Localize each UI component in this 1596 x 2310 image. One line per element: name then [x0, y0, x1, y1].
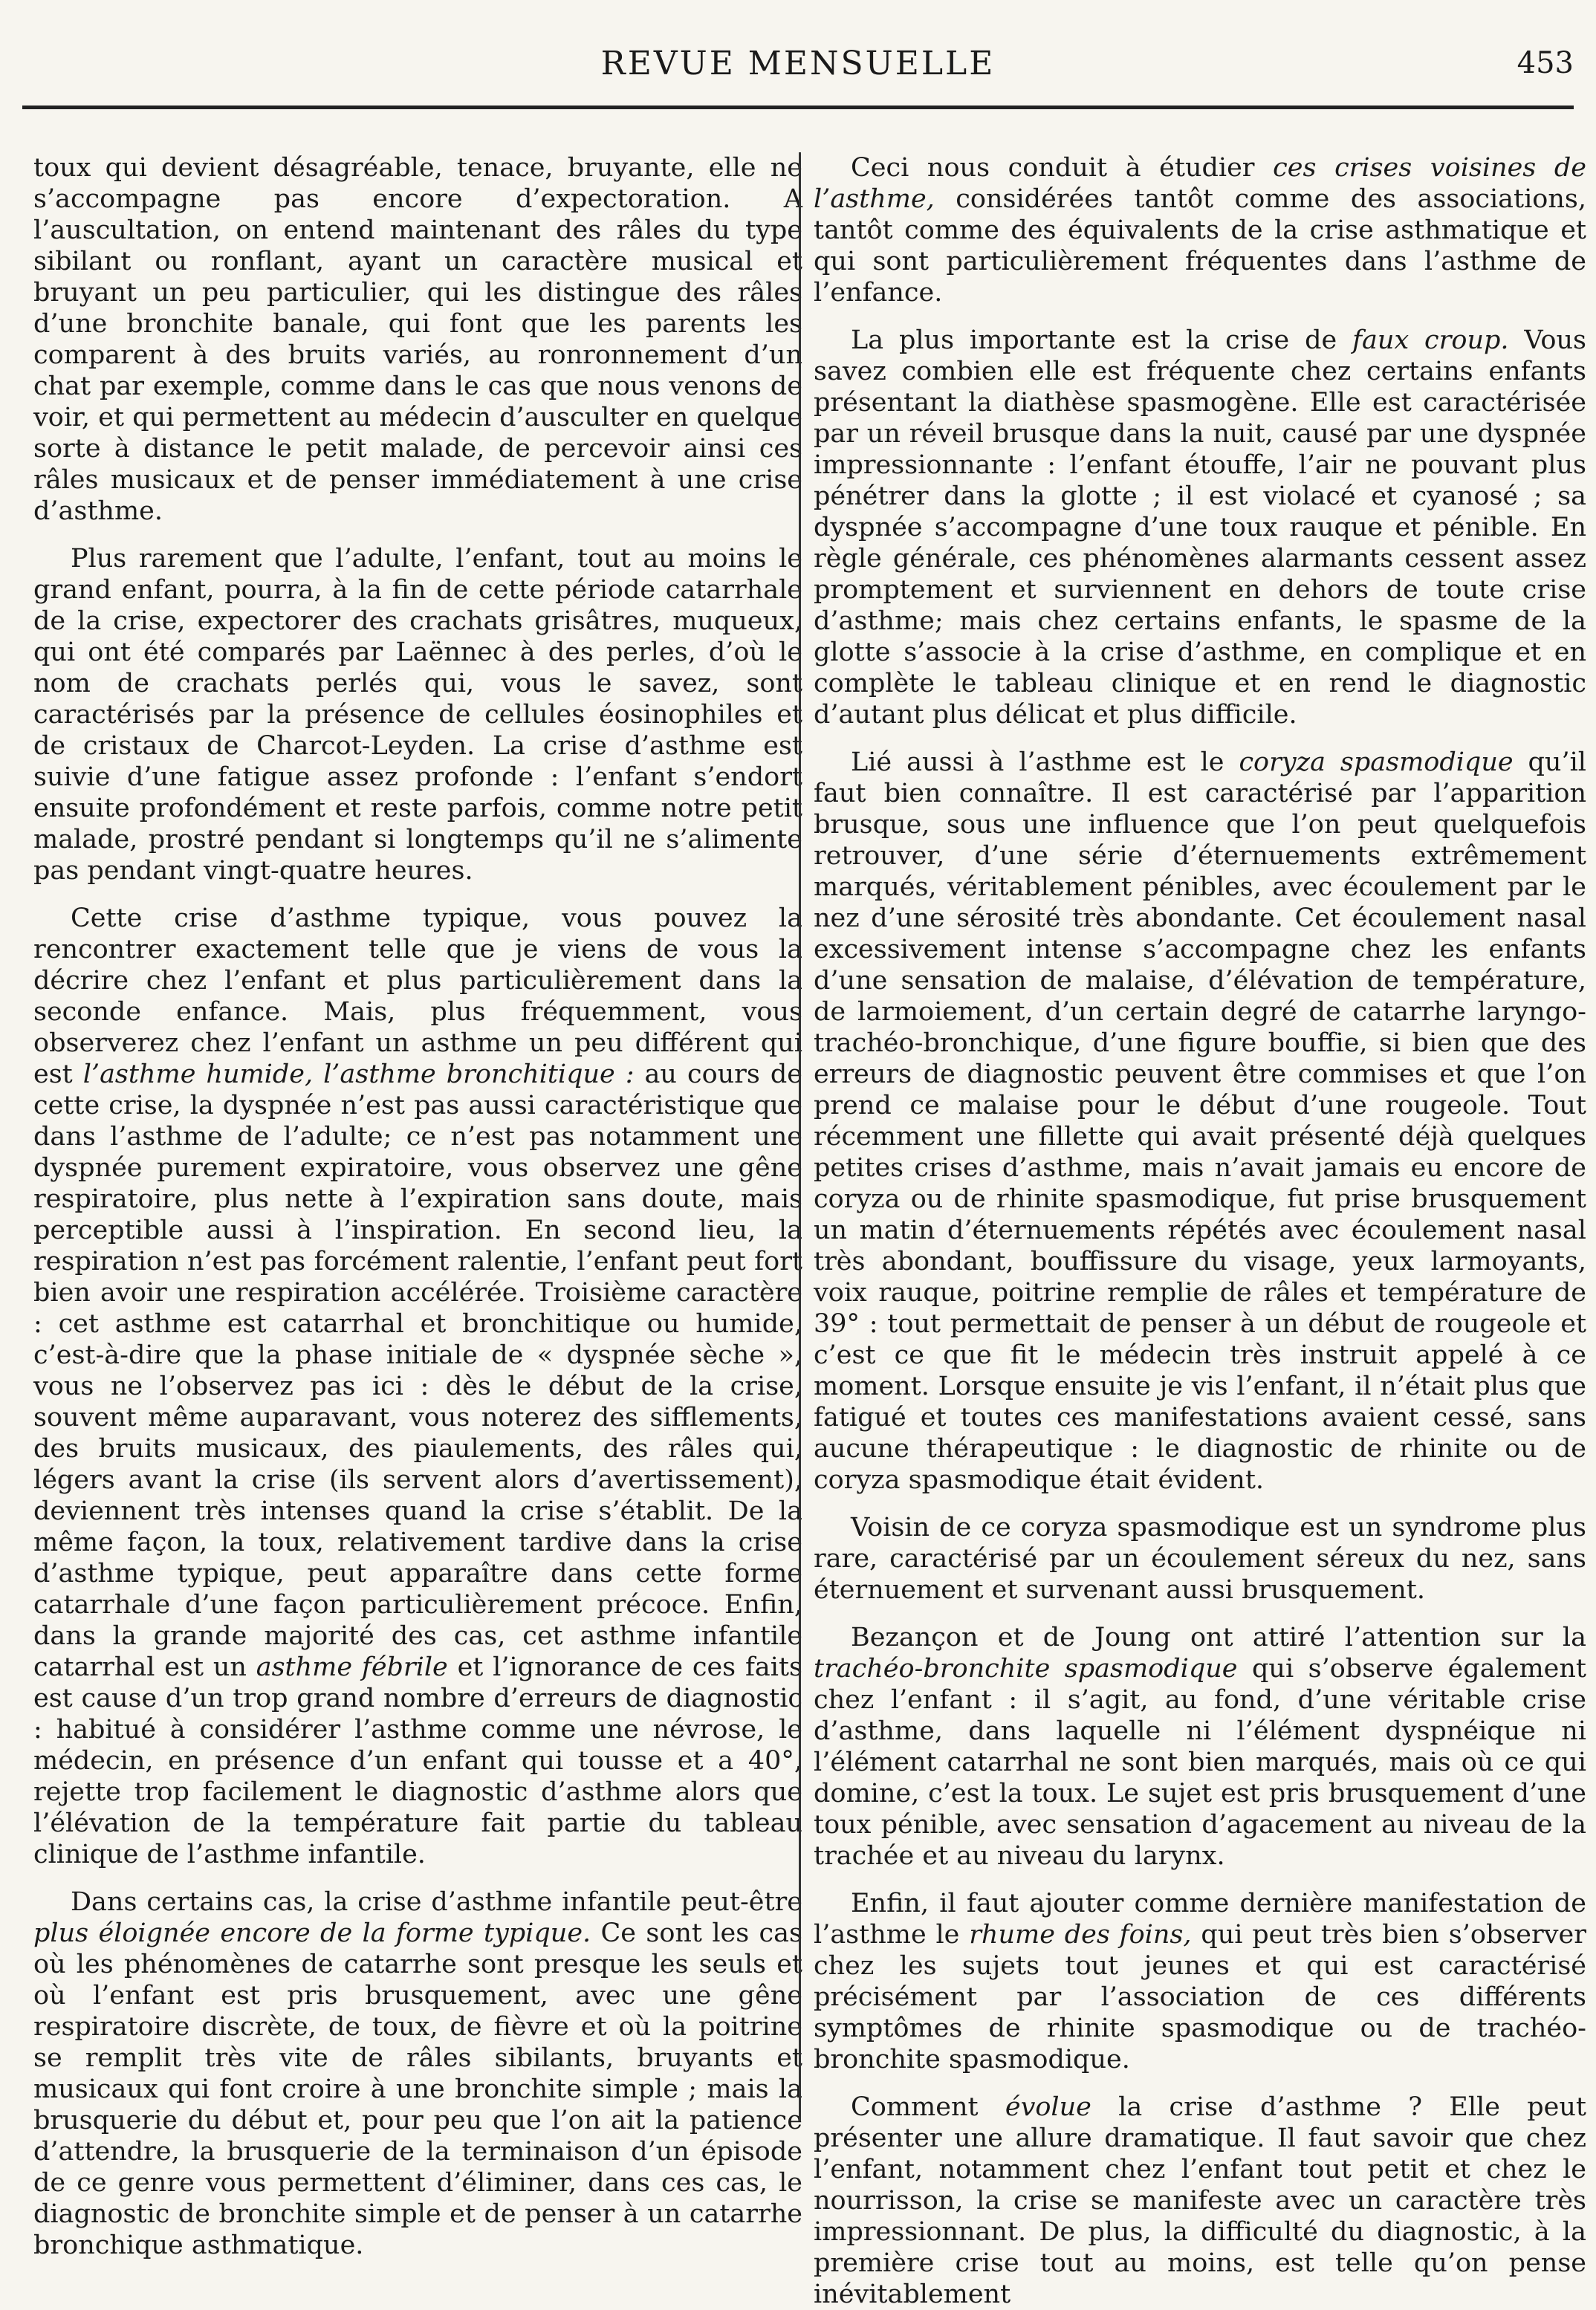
page-header [22, 37, 1574, 111]
text-run: Enfin, il faut ajouter comme dernière manifestation de l’asthme le [814, 1889, 1586, 1950]
italic-term: ces crises voisines de l’asthme, [814, 153, 1587, 214]
text-run: et l’ignorance de ces faits est cause d’un trop grand nombre d’erreurs de diagnostic : habitué à considérer l’asthme comme une névrose, le médecin, en présence d’un enfant qui tousse et a 40°, rejette trop facilement le diagnostic d’asthme alors que l’élévation de la température fait partie du tableau clinique de l’asthme infantile. [33, 1652, 802, 1869]
text-run: considérées tantôt comme des associations, tantôt comme des équivalents de la crise asthmatique et qui sont particulièrement fréquentes dans l’asthme de l’enfance. [814, 184, 1586, 308]
text-run: La plus importante est la crise de [851, 325, 1353, 355]
paragraph [814, 747, 1586, 1496]
paragraph [814, 325, 1586, 730]
text-run: la crise d’asthme ? Elle peut présenter une allure dramatique. Il faut savoir que chez l’enfant, notamment chez l’enfant tout petit et chez le nourrisson, la crise se manifeste avec un caractère très impressionnant. De plus, la difficulté du diagnostic, à la première crise tout au moins, est telle qu’on pense inévitablement [814, 2092, 1586, 2309]
text-run: Lié aussi à l’asthme est le [851, 747, 1239, 777]
paragraph [814, 152, 1586, 308]
italic-term: rhume des foins, [969, 1920, 1192, 1950]
column-rule [799, 152, 801, 2121]
right-column [814, 152, 1587, 2309]
left-column [33, 152, 802, 2260]
paragraph [814, 1888, 1586, 2075]
header-rule [22, 106, 1574, 109]
text-run: Vous savez combien elle est fréquente chez certains enfants présentant la diathèse spasmogène. Elle est caractérisée par un réveil brusque dans la nuit, causé par une dyspnée impressionnante : l’enfant étouffe, l’air ne pouvant plus pénétrer dans la glotte ; il est violacé et cyanosé ; sa dyspnée s’accompagne d’une toux rauque et pénible. En règle générale, ces phénomènes alarmants cessent assez promptement et surviennent en dehors de toute crise d’asthme; mais chez certains enfants, le spasme de la glotte s’associe à la crise d’asthme, en complique et en complète le tableau clinique et en rend le diagnostic d’autant plus délicat et plus difficile. [814, 325, 1586, 730]
text-run: Comment [851, 2092, 1005, 2122]
paragraph [33, 903, 802, 1870]
italic-term: coryza spasmodique [1239, 747, 1514, 777]
text-run: Ceci nous conduit à étudier [851, 153, 1274, 183]
paragraph [33, 1886, 802, 2261]
text-run: Ce sont les cas où les phénomènes de catarrhe sont presque les seuls et où l’enfant est pris brusquement, avec une gêne respiratoire discrète, de toux, de fièvre et où la poitrine se remplit très vite de râles sibilants, bruyants et musicaux qui font croire à une bronchite simple ; mais la brusquerie du début et, pour peu que l’on ait la patience d’attendre, la brusquerie de la terminaison d’un épisode de ce genre vous permettent d’éliminer, dans ces cas, le diagnostic de bronchite simple et de penser à un catarrhe bronchique asthmatique. [33, 1918, 802, 2260]
text-run: au cours de cette crise, la dyspnée n’est pas aussi caractéristique que dans l’asthme de l’adulte; ce n’est pas notamment une dyspnée purement expiratoire, vous observez une gêne respiratoire, plus nette à l’expiration sans doute, mais perceptible aussi à l’inspiration. En second lieu, la respiration n’est pas forcément ralentie, l’enfant peut fort bien avoir une respiration accélérée. Troisième caractère : cet asthme est catarrhal et bronchitique ou humide, c’est-à-dire que la phase initiale de « dyspnée sèche », vous ne l’observez pas ici : dès le début de la crise, souvent même auparavant, vous noterez des sifflements, des bruits musicaux, des piaulements, des râles qui, légers avant la crise (ils servent alors d’avertissement), deviennent très intenses quand la crise s’établit. De la même façon, la toux, relativement tardive dans la crise d’asthme typique, peut apparaître dans cette forme catarrhale d’une façon particulièrement précoce. Enfin, dans la grande majorité des cas, cet asthme infantile catarrhal est un [33, 1060, 802, 1682]
text-run: qu’il faut bien connaître. Il est caractérisé par l’apparition brusque, sous une influence que l’on peut quelquefois retrouver, d’une série d’éternuements extrêmement marqués, véritablement pénibles, avec écoulement par le nez d’une sérosité très abondante. Cet écoulement nasal excessivement intense s’accompagne chez les enfants d’une sensation de malaise, d’élévation de température, de larmoiement, d’un certain degré de catarrhe laryngo-trachéo-bronchique, d’une figure bouffie, si bien que des erreurs de diagnostic peuvent être commises et que l’on prend ce malaise pour le début d’une rougeole. Tout récemment une fillette qui avait présenté déjà quelques petites crises d’asthme, mais n’avait jamais eu encore de coryza ou de rhinite spasmodique, fut prise brusquement un matin d’éternuements répétés avec écoulement nasal très abondant, bouffissure du visage, yeux larmoyants, voix rauque, poitrine remplie de râles et température de 39° : tout permettait de penser à un début de rougeole et c’est ce que fit le médecin très instruit appelé à ce moment. Lorsque ensuite je vis l’enfant, il n’était plus que fatigué et toutes ces manifestations avaient cessé, sans aucune thérapeutique : le diagnostic de rhinite ou de coryza spasmodique était évident. [814, 747, 1586, 1495]
text-run: Cette crise d’asthme typique, vous pouvez la rencontrer exactement telle que je viens de vous la décrire chez l’enfant et plus particulièrement dans la seconde enfance. Mais, plus fréquemment, vous observerez chez l’enfant un asthme un peu différent qui est [33, 903, 802, 1089]
page-number: 453 [1516, 46, 1574, 80]
italic-term: plus éloignée encore de la forme typique. [33, 1918, 591, 1948]
italic-term: trachéo-bronchite spasmodique [814, 1654, 1238, 1684]
paragraph: Voisin de ce coryza spasmodique est un syndrome plus rare, caractérisé par un écoulement séreux du nez, sans éternuement et survenant aussi brusquement. [814, 1513, 1586, 1605]
text-run: Bezançon et de Joung ont attiré l’attention sur la [851, 1623, 1586, 1652]
text-run: qui peut très bien s’observer chez les sujets tout jeunes et qui est caractérisé précisément par l’association de ces différents symptômes de rhinite spasmodique ou de trachéo-bronchite spasmodique. [814, 1920, 1586, 2074]
paragraph [814, 1622, 1586, 1872]
italic-term: l’asthme humide, l’asthme bronchitique : [82, 1060, 635, 1089]
text-run: Dans certains cas, la crise d’asthme infantile peut-être [71, 1887, 802, 1917]
italic-term: faux croup. [1352, 325, 1509, 355]
paragraph: Plus rarement que l’adulte, l’enfant, tout au moins le grand enfant, pourra, à la fin de cette période catarrhale de la crise, expectorer des crachats grisâtres, muqueux, qui ont été comparés par Laënnec à des perles, d’où le nom de crachats perlés qui, vous le savez, sont caractérisés par la présence de cellules éosinophiles et de cristaux de Charcot-Leyden. La crise d’asthme est suivie d’une fatigue assez profonde : l’enfant s’endort ensuite profondément et reste parfois, comme notre petit malade, prostré pendant si longtemps qu’il ne s’alimente pas pendant vingt-quatre heures. [33, 544, 802, 886]
paragraph: toux qui devient désagréable, tenace, bruyante, elle ne s’accompagne pas encore d’expectoration. A l’auscultation, on entend maintenant des râles du type sibilant ou ronflant, ayant un caractère musical et bruyant un peu particulier, qui les distingue des râles d’une bronchite banale, qui font que les parents les comparent à des bruits variés, au ronronnement d’un chat par exemple, comme dans le cas que nous venons de voir, et qui permettent au médecin d’ausculter en quelque sorte à distance le petit malade, de percevoir ainsi ces râles musicaux et de penser immédiatement à une crise d’asthme. [33, 153, 802, 526]
italic-term: évolue [1005, 2092, 1091, 2122]
paragraph [814, 2092, 1586, 2310]
text-run: qui s’observe également chez l’enfant : il s’agit, au fond, d’une véritable crise d’asthme, dans laquelle ni l’élément dyspnéique ni l’élément catarrhal ne sont bien marqués, mais où ce qui domine, c’est la toux. Le sujet est pris brusquement d’une toux pénible, avec sensation d’agacement au niveau de la trachée et au niveau du larynx. [814, 1654, 1586, 1871]
running-title: REVUE MENSUELLE [600, 45, 996, 82]
italic-term: asthme fébrile [256, 1652, 448, 1682]
